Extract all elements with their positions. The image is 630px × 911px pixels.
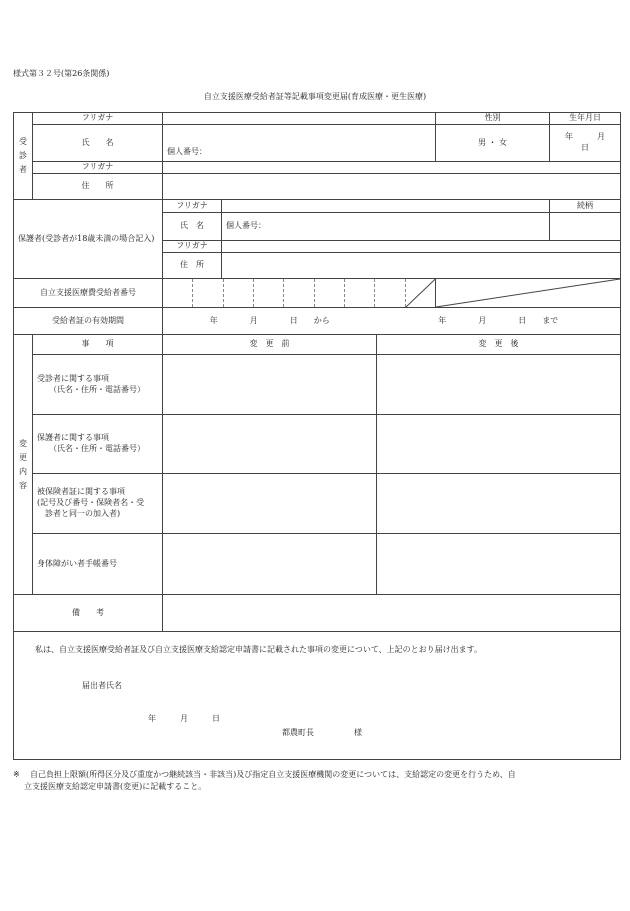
validity-label: 受給者証の有効期間: [14, 308, 163, 335]
change-before-header: 変 更 前: [163, 335, 377, 355]
remarks-field[interactable]: [163, 595, 621, 632]
patient-address-label: 住 所: [33, 174, 163, 200]
form-title: 自立支援医療受給者証等記載事項変更届(育成医療・更生医療): [203, 92, 427, 101]
birth-date-label: 生年月日: [550, 113, 621, 125]
gender-selector[interactable]: 男 ・ 女: [436, 125, 550, 162]
patient-furigana-field[interactable]: [163, 113, 436, 125]
relation-field[interactable]: [550, 213, 621, 241]
patient-side-label: 受 診 者: [14, 113, 33, 200]
declaration-date[interactable]: 年 月 日: [148, 714, 220, 723]
change-item-guardian: 保護者に関する事項 （氏名・住所・電話番号）: [33, 415, 163, 474]
address-furigana-field[interactable]: [163, 162, 621, 174]
patient-name-field[interactable]: [163, 125, 436, 162]
change-after-guardian[interactable]: [377, 415, 621, 474]
application-form: [13, 112, 630, 760]
guardian-name-label: 氏 名: [163, 213, 222, 241]
change-before-insurance[interactable]: [163, 474, 377, 534]
declaration-statement: 私は、自立支援医療受給者証及び自立支援医療支給認定申請書に記載された事項の変更について、上記のとおり届け出ます。: [35, 645, 483, 654]
footnote-mark: ※: [13, 770, 20, 779]
patient-personal-number-label: 個人番号：: [167, 147, 207, 157]
guardian-address-label: 住 所: [163, 253, 222, 279]
validity-to-field[interactable]: 年 月 日 まで: [377, 308, 621, 335]
footnote-line-2: 立支援医療支給認定申請書(変更)に記載すること。: [24, 782, 207, 791]
form-number: 様式第３２号(第26条関係): [13, 69, 110, 78]
guardian-personal-number-label: 個人番号：: [226, 221, 266, 231]
declaration-box: [14, 632, 621, 760]
footnote-line-1: 自己負担上限額(所得区分及び重度かつ継続該当・非該当)及び指定自立支援医療機関の変更については、支給認定の変更を行うため、自: [30, 770, 516, 779]
addressee: 都農町長 様: [282, 728, 362, 737]
patient-furigana-label: フリガナ: [33, 113, 163, 125]
patient-name-label: 氏 名: [33, 125, 163, 162]
change-after-patient[interactable]: [377, 355, 621, 415]
change-before-patient[interactable]: [163, 355, 377, 415]
recipient-number-unused: [436, 279, 621, 308]
change-after-disability-book[interactable]: [377, 534, 621, 595]
remarks-label: 備 考: [14, 595, 163, 632]
patient-address-field[interactable]: [163, 174, 621, 200]
guardian-label: 保護者(受診者が18歳未満の場合記入): [14, 200, 163, 279]
validity-from-field[interactable]: 年 月 日 から: [163, 308, 377, 335]
change-item-header: 事 項: [33, 335, 163, 355]
guardian-furigana-label: フリガナ: [163, 200, 222, 213]
guardian-furigana-field[interactable]: [222, 200, 550, 213]
applicant-name-label: 届出者氏名: [82, 681, 122, 690]
relation-label: 続柄: [550, 200, 621, 213]
guardian-address-field[interactable]: [222, 253, 621, 279]
change-before-disability-book[interactable]: [163, 534, 377, 595]
gender-label: 性別: [436, 113, 550, 125]
address-furigana-label: フリガナ: [33, 162, 163, 174]
recipient-number-label: 自立支援医療費受給者番号: [14, 279, 163, 308]
change-item-insurance: 被保険者証に関する事項 (記号及び番号・保険者名・受 診者と同一の加入者): [33, 474, 163, 534]
guardian-name-field[interactable]: [222, 213, 550, 241]
change-before-guardian[interactable]: [163, 415, 377, 474]
guardian-address-furigana-label: フリガナ: [163, 241, 222, 253]
changes-side-label: 変 更 内 容: [14, 335, 33, 595]
change-after-header: 変 更 後: [377, 335, 621, 355]
change-after-insurance[interactable]: [377, 474, 621, 534]
birth-date-field[interactable]: 年 月 日: [550, 125, 621, 162]
guardian-address-furigana-field[interactable]: [222, 241, 621, 253]
recipient-number-boxes[interactable]: [163, 279, 436, 308]
change-item-disability-book: 身体障がい者手帳番号: [33, 534, 163, 595]
change-item-patient: 受診者に関する事項 （氏名・住所・電話番号）: [33, 355, 163, 415]
